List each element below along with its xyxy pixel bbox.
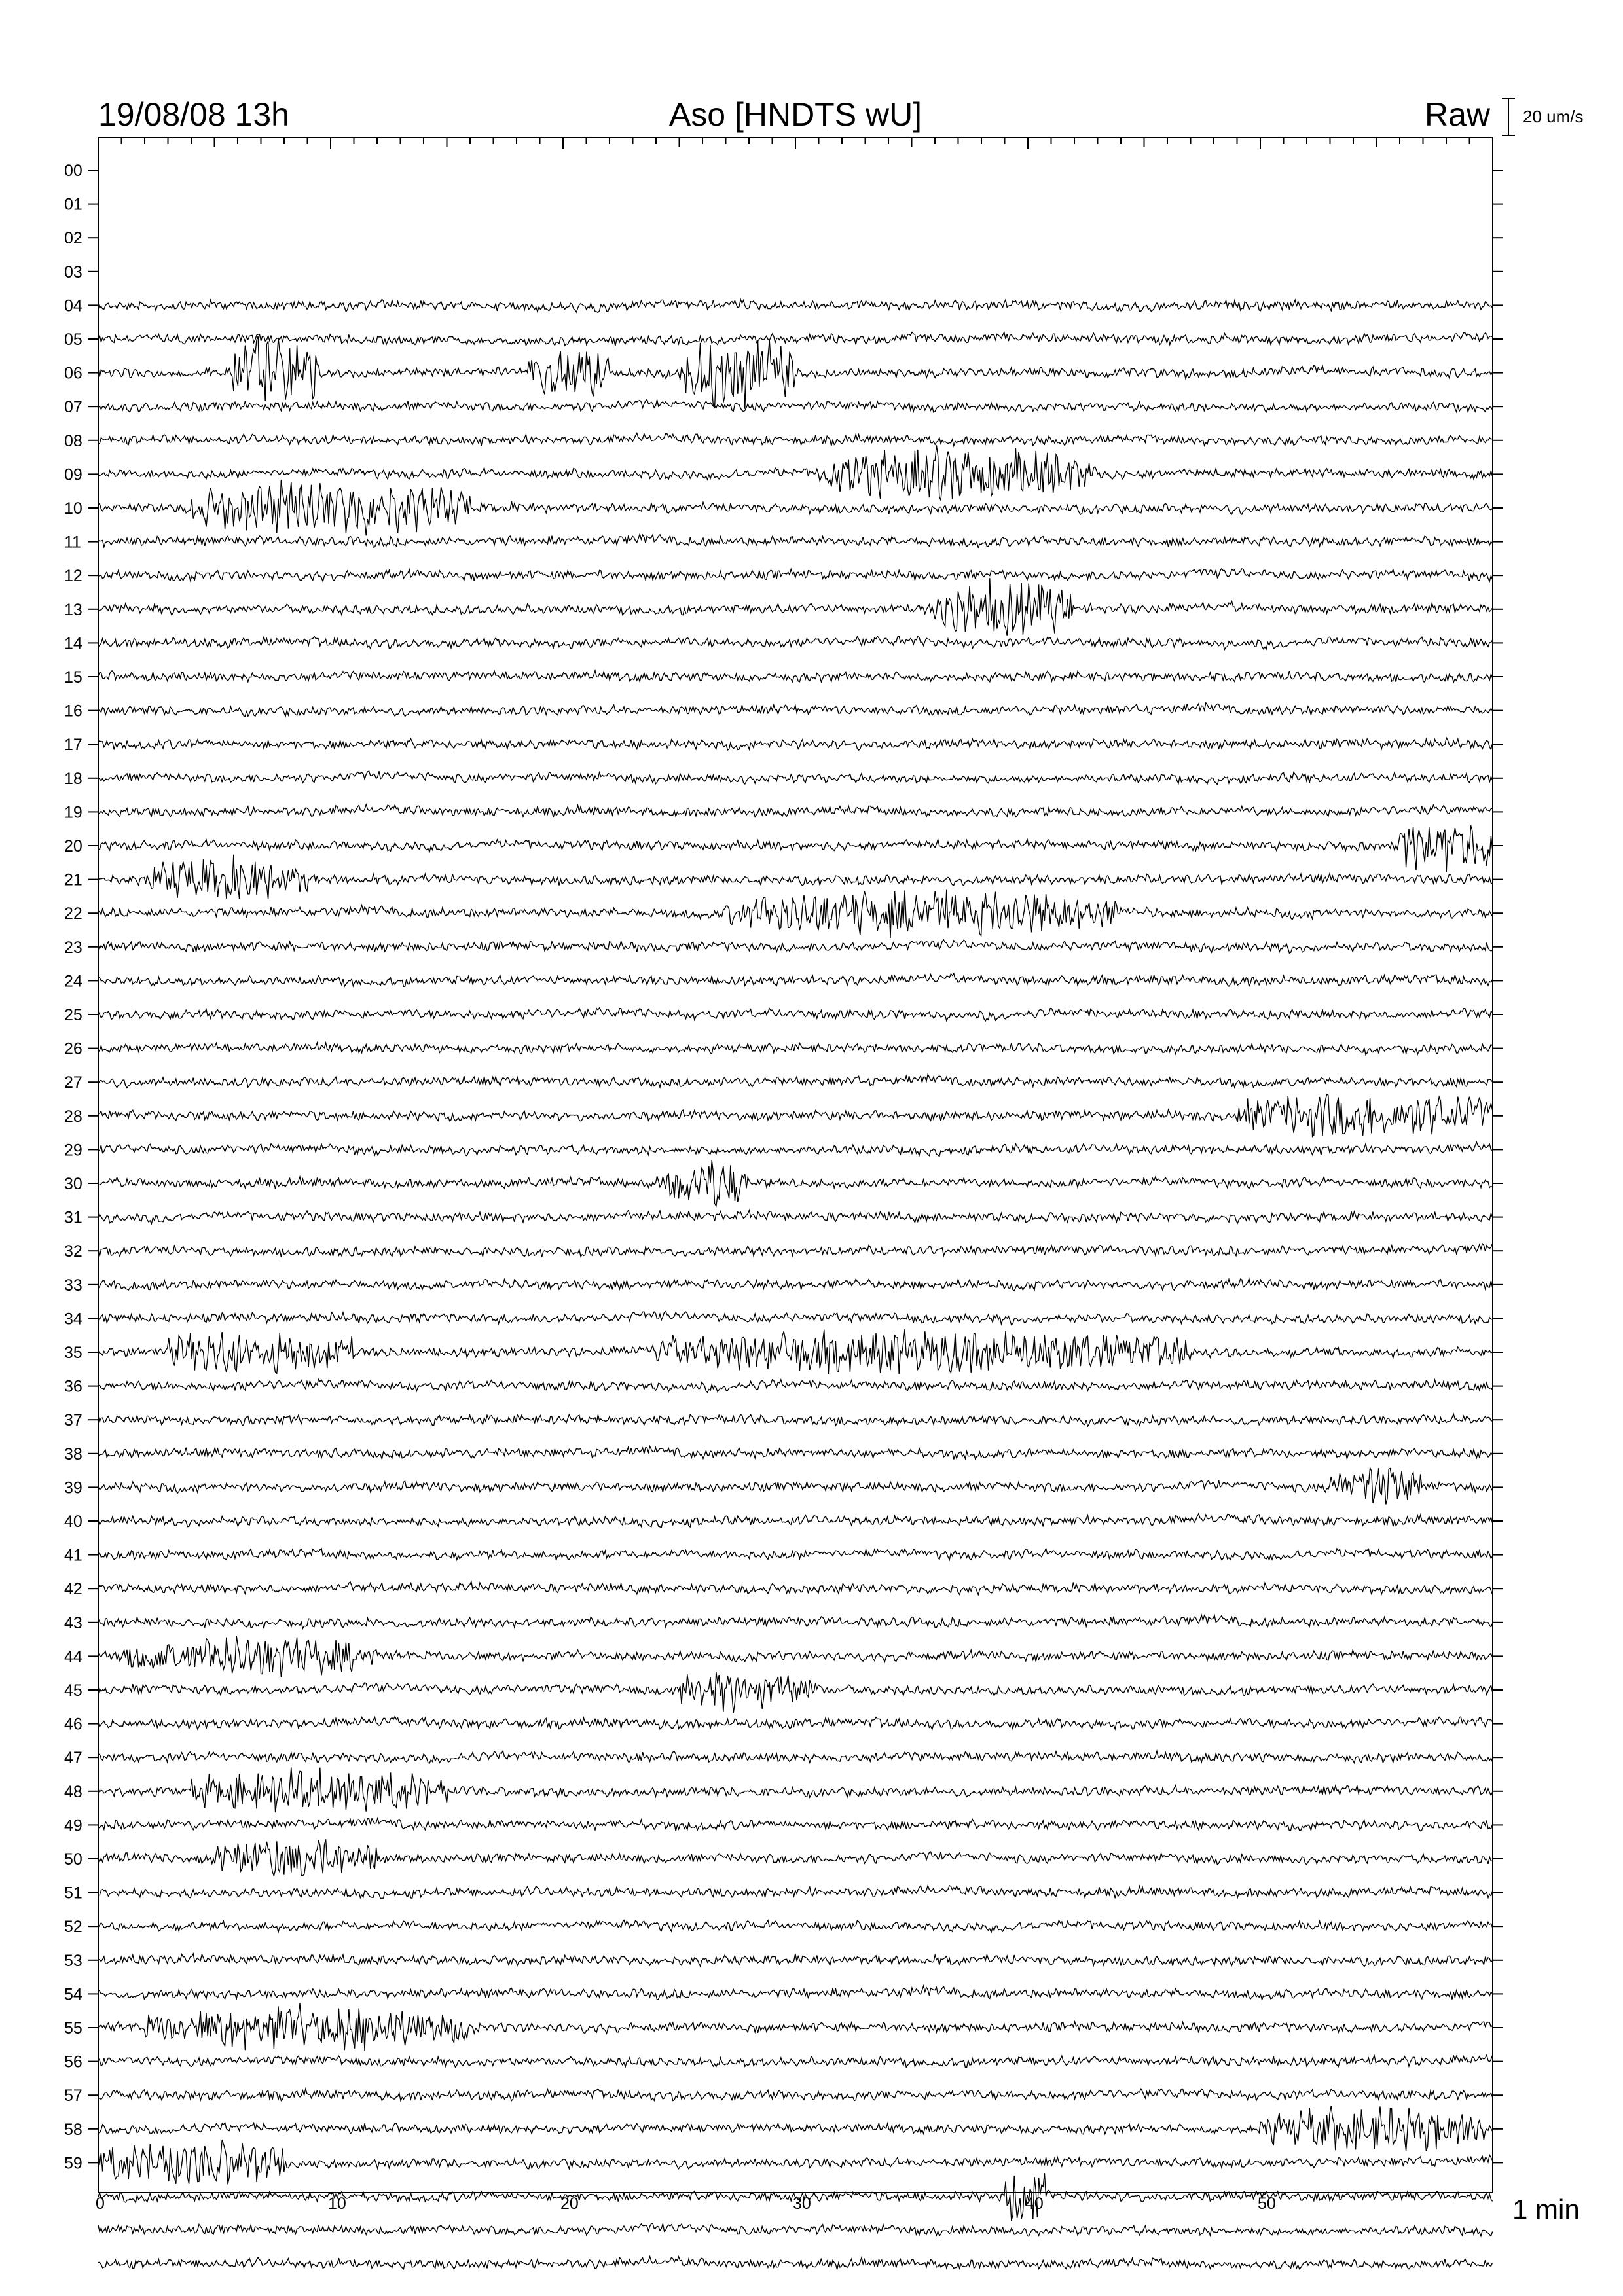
row-label: 33 [64,1276,82,1295]
trace-row [98,1767,1493,1812]
row-label: 01 [64,195,82,214]
trace-row [98,2055,1493,2067]
trace-row [98,569,1493,582]
row-label: 49 [64,1816,82,1835]
trace-row [98,1581,1493,1594]
trace-row [98,1074,1493,1088]
row-label: 52 [64,1918,82,1937]
row-label: 27 [64,1073,82,1092]
time-unit-label: 1 min [1512,2194,1580,2225]
row-label: 07 [64,398,82,417]
row-label: 16 [64,702,82,721]
row-label: 06 [64,364,82,383]
row-label: 02 [64,229,82,248]
amplitude-scale-bar [1502,98,1584,135]
trace-row [98,1549,1493,1560]
trace-row [98,480,1493,535]
trace-row [98,578,1493,636]
row-label: 08 [64,431,82,450]
header-datetime: 19/08/08 13h [98,96,289,133]
trace-row [98,1244,1493,1257]
row-label: 21 [64,870,82,889]
trace-row [98,1142,1493,1157]
trace-row [98,1615,1493,1629]
row-label: 44 [64,1647,82,1666]
trace-row [98,1672,1493,1713]
x-tick-label: 40 [1025,2195,1044,2213]
x-tick-label: 0 [96,2195,105,2213]
trace-row [98,890,1493,939]
row-label: 45 [64,1681,82,1700]
trace-row [98,855,1493,899]
trace-row [98,636,1493,649]
row-label: 43 [64,1613,82,1632]
trace-row [98,2140,1493,2185]
trace-row [98,1839,1493,1876]
trace-row [98,2089,1493,2101]
x-tick-label: 50 [1258,2195,1276,2213]
row-label: 46 [64,1715,82,1734]
trace-row [98,671,1493,683]
trace-row [98,1514,1493,1528]
row-label: 57 [64,2087,82,2106]
row-label: 34 [64,1310,82,1329]
row-label: 47 [64,1749,82,1768]
trace-row [98,825,1493,872]
trace-row [98,1920,1493,1933]
row-label: 03 [64,262,82,281]
trace-row [98,1818,1493,1831]
x-tick-label: 30 [793,2195,811,2213]
trace-row [98,1329,1493,1374]
row-label: 22 [64,905,82,924]
row-label: 56 [64,2053,82,2072]
right-row-ticks [1493,170,1503,2162]
row-label: 36 [64,1377,82,1396]
trace-row [98,1094,1493,1136]
trace-row [98,1636,1493,1677]
trace-row [98,400,1493,413]
trace-row [98,1954,1493,1967]
row-label: 26 [64,1039,82,1058]
trace-row [98,1279,1493,1291]
hour-row-labels [64,162,98,2172]
header-station: Aso [HNDTS wU] [668,96,922,133]
row-label: 41 [64,1546,82,1565]
trace-row [98,804,1493,817]
row-label: 53 [64,1951,82,1970]
scale-bar-label: 20 um/s [1523,107,1584,126]
trace-row [98,1886,1493,1899]
row-label: 30 [64,1175,82,1193]
row-label: 37 [64,1411,82,1430]
trace-row [98,1986,1493,2000]
row-label: 23 [64,938,82,957]
trace-row [98,445,1493,500]
row-label: 40 [64,1513,82,1531]
trace-row [98,1312,1493,1325]
row-label: 19 [64,803,82,822]
trace-row [98,1446,1493,1460]
trace-row [98,1379,1493,1392]
row-label: 35 [64,1344,82,1362]
row-label: 54 [64,1985,82,2004]
row-label: 38 [64,1444,82,1463]
x-tick-label: 20 [560,2195,579,2213]
row-label: 12 [64,567,82,586]
row-label: 32 [64,1242,82,1261]
trace-row [98,2223,1493,2236]
trace-row [98,2003,1493,2051]
trace-row [98,1468,1493,1505]
trace-row [98,1414,1493,1427]
trace-row [98,940,1493,953]
trace-row [98,1751,1493,1763]
row-label: 42 [64,1580,82,1599]
trace-row [98,771,1493,785]
trace-row [98,299,1493,312]
row-label: 13 [64,600,82,619]
trace-row [98,2106,1493,2151]
row-label: 55 [64,2019,82,2037]
trace-row [98,2257,1493,2270]
trace-row [98,1160,1493,1206]
row-label: 25 [64,1006,82,1024]
row-label: 48 [64,1782,82,1801]
row-label: 20 [64,837,82,855]
row-label: 50 [64,1850,82,1869]
row-label: 28 [64,1107,82,1126]
row-label: 15 [64,668,82,687]
trace-row [98,703,1493,717]
row-label: 59 [64,2154,82,2173]
row-label: 31 [64,1208,82,1227]
trace-row [98,1210,1493,1224]
row-label: 18 [64,769,82,788]
x-tick-label: 10 [328,2195,346,2213]
row-label: 05 [64,331,82,349]
header-mode: Raw [1424,96,1490,133]
trace-row [98,1717,1493,1730]
row-label: 14 [64,634,82,653]
trace-row [98,336,1493,409]
trace-row [98,1043,1493,1055]
trace-row [98,738,1493,750]
trace-row [98,433,1493,446]
row-label: 29 [64,1141,82,1160]
top-minute-ticks [98,137,1493,149]
row-label: 24 [64,972,82,991]
row-label: 39 [64,1479,82,1498]
row-label: 09 [64,465,82,484]
trace-row [98,973,1493,986]
row-label: 51 [64,1884,82,1903]
row-label: 10 [64,499,82,518]
plot-frame [98,137,1493,2193]
trace-row [98,332,1493,346]
trace-row [98,1008,1493,1021]
seismic-traces [98,299,1493,2269]
row-label: 58 [64,2120,82,2139]
trace-row [98,534,1493,548]
row-label: 00 [64,162,82,180]
row-label: 17 [64,736,82,755]
row-label: 04 [64,296,82,315]
row-label: 11 [64,533,81,552]
